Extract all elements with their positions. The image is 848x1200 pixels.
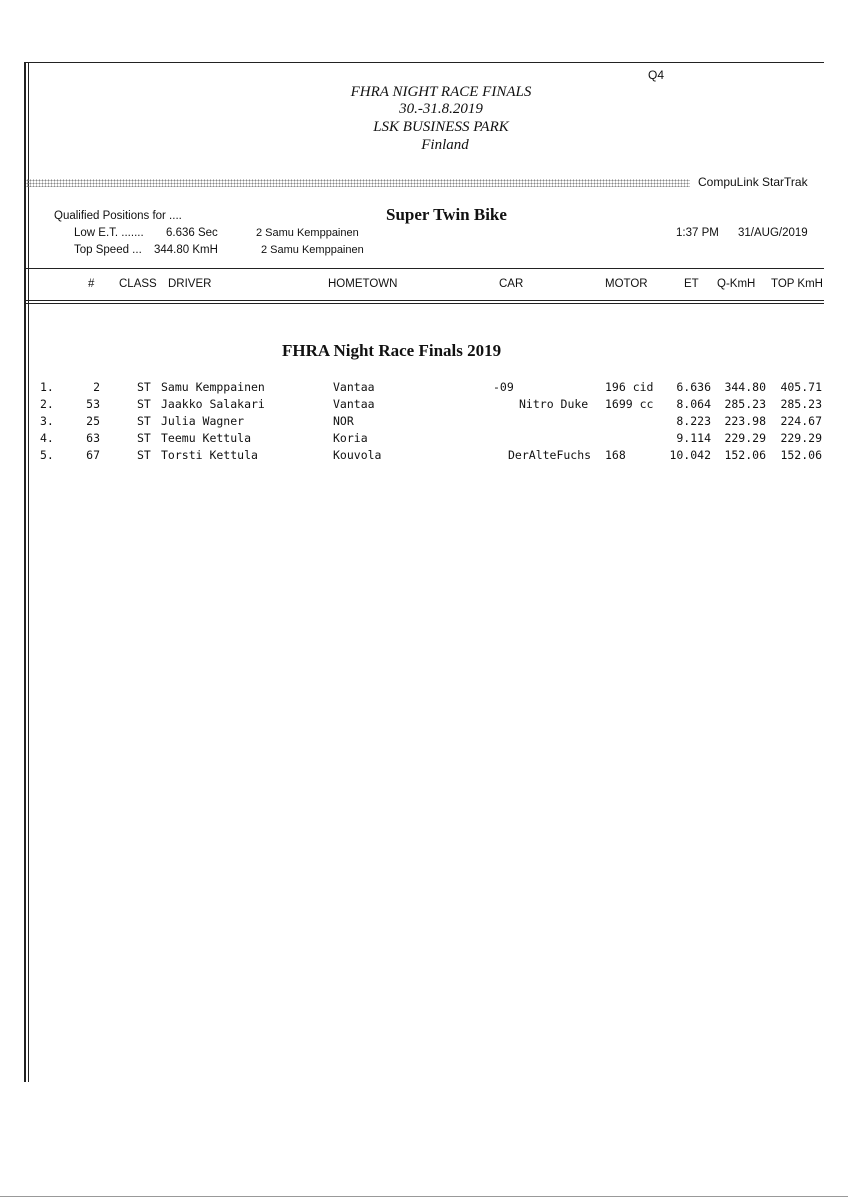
top-border <box>24 62 824 63</box>
cell-qkmh: 229.29 <box>724 431 766 445</box>
venue: LSK BUSINESS PARK <box>373 119 509 135</box>
cell-num: 25 <box>86 414 100 428</box>
column-header-top-rule <box>26 268 824 269</box>
vendor-label: CompuLink StarTrak <box>698 175 808 189</box>
cell-num: 2 <box>93 380 100 394</box>
top-speed-label: Top Speed ... <box>74 244 142 256</box>
cell-topkmh: 229.29 <box>780 431 822 445</box>
country: Finland <box>421 137 469 153</box>
column-header-bottom-rule <box>26 300 824 301</box>
cell-car: DerAlteFuchs <box>508 448 592 462</box>
event-title: FHRA NIGHT RACE FINALS <box>350 84 532 100</box>
cell-motor: 1699 cc <box>605 397 654 411</box>
qualified-label: Qualified Positions for .... <box>54 210 182 222</box>
col-driver: DRIVER <box>168 278 212 290</box>
col-qkmh: Q-KmH <box>717 278 756 290</box>
report-code: Q4 <box>648 68 665 82</box>
col-topkmh: TOP KmH <box>771 278 823 290</box>
cell-qkmh: 152.06 <box>724 448 766 462</box>
left-border-inner <box>28 62 29 1082</box>
cell-driver: Samu Kemppainen <box>161 380 265 394</box>
cell-num: 67 <box>86 448 100 462</box>
cell-class: ST <box>137 431 151 445</box>
low-et-value: 6.636 Sec <box>166 227 218 239</box>
cell-hometown: Vantaa <box>333 397 375 411</box>
cell-motor: 168 <box>605 448 626 462</box>
cell-pos: 5. <box>40 448 54 462</box>
cell-driver: Torsti Kettula <box>161 448 258 462</box>
report-date: 31/AUG/2019 <box>738 227 808 239</box>
cell-driver: Teemu Kettula <box>161 431 252 445</box>
col-motor: MOTOR <box>605 278 648 290</box>
top-speed-holder: 2 Samu Kemppainen <box>261 244 364 256</box>
cell-class: ST <box>137 414 151 428</box>
cell-class: ST <box>137 380 151 394</box>
section-title: FHRA Night Race Finals 2019 <box>282 341 502 360</box>
cell-topkmh: 224.67 <box>780 414 822 428</box>
cell-hometown: Vantaa <box>333 380 375 394</box>
col-number: # <box>88 278 95 290</box>
cell-hometown: NOR <box>333 414 354 428</box>
cell-topkmh: 405.71 <box>780 380 822 394</box>
table-row <box>0 397 848 414</box>
event-dates: 30.-31.8.2019 <box>399 101 483 117</box>
cell-num: 63 <box>86 431 100 445</box>
table-row <box>0 380 848 397</box>
cell-class: ST <box>137 448 151 462</box>
cell-qkmh: 285.23 <box>724 397 766 411</box>
low-et-label: Low E.T. ....... <box>74 227 144 239</box>
col-class: CLASS <box>119 278 157 290</box>
top-speed-value: 344.80 KmH <box>154 244 218 256</box>
cell-qkmh: 344.80 <box>724 380 766 394</box>
cell-driver: Julia Wagner <box>161 414 245 428</box>
cell-et: 8.064 <box>676 397 711 411</box>
cell-pos: 3. <box>40 414 54 428</box>
cell-hometown: Koria <box>333 431 368 445</box>
cell-hometown: Kouvola <box>333 448 382 462</box>
column-header-bottom-rule-2 <box>26 303 824 304</box>
table-row <box>0 431 848 448</box>
cell-topkmh: 285.23 <box>780 397 822 411</box>
table-row <box>0 414 848 431</box>
col-et: ET <box>684 278 699 290</box>
cell-car: Nitro Duke <box>519 397 589 411</box>
column-header <box>0 278 848 294</box>
col-car: CAR <box>499 278 524 290</box>
cell-pos: 1. <box>40 380 54 394</box>
cell-motor: 196 cid <box>605 380 654 394</box>
report-time: 1:37 PM <box>676 227 719 239</box>
cell-et: 6.636 <box>676 380 711 394</box>
cell-et: 8.223 <box>676 414 711 428</box>
cell-qkmh: 223.98 <box>724 414 766 428</box>
cell-topkmh: 152.06 <box>780 448 822 462</box>
cell-et: 9.114 <box>676 431 711 445</box>
cell-car: -09 <box>493 380 514 394</box>
low-et-holder: 2 Samu Kemppainen <box>256 227 359 239</box>
class-title: Super Twin Bike <box>386 205 507 224</box>
left-border <box>24 62 26 1082</box>
col-hometown: HOMETOWN <box>328 278 398 290</box>
cell-num: 53 <box>86 397 100 411</box>
table-row <box>0 448 848 465</box>
cell-class: ST <box>137 397 151 411</box>
dotted-separator <box>26 179 690 187</box>
cell-pos: 4. <box>40 431 54 445</box>
cell-et: 10.042 <box>669 448 711 462</box>
cell-pos: 2. <box>40 397 54 411</box>
bottom-edge <box>0 1196 848 1197</box>
cell-driver: Jaakko Salakari <box>161 397 265 411</box>
